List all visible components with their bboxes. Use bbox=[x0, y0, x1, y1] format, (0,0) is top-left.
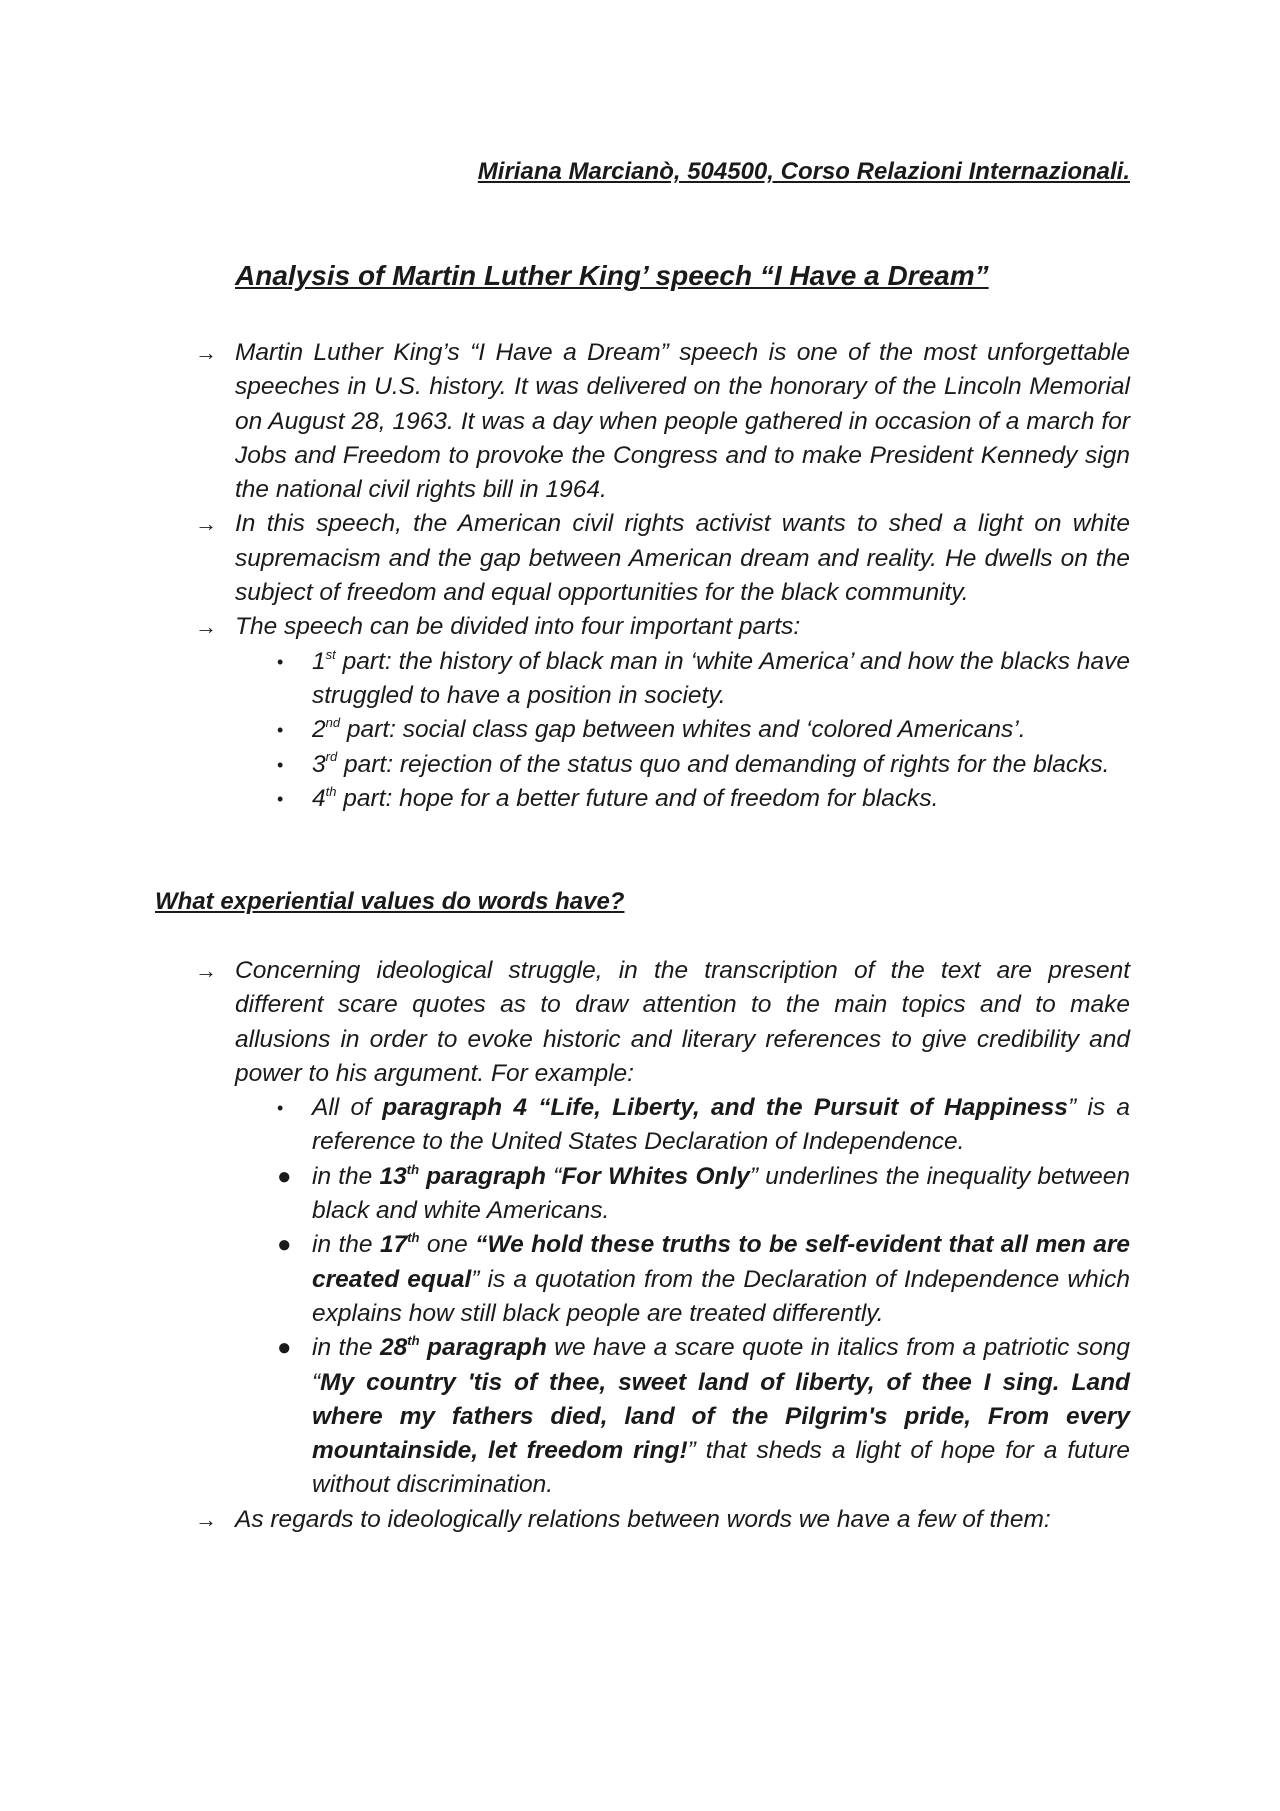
paragraph-text: The speech can be divided into four important parts: bbox=[235, 613, 801, 641]
sub-list-item bbox=[195, 748, 1130, 782]
arrow-icon: → bbox=[195, 1506, 217, 1532]
bullet-icon: • bbox=[277, 754, 284, 775]
bullet-icon: • bbox=[277, 651, 284, 672]
list-item bbox=[195, 336, 1130, 507]
example-text: All of paragraph 4 “Life, Liberty, and the Pursuit of Happiness” is a reference to the United States Declaration of Independence. bbox=[312, 1094, 1130, 1156]
sub-list-item bbox=[195, 1160, 1130, 1229]
bullet-icon: • bbox=[277, 788, 284, 809]
bullet-icon: • bbox=[277, 1098, 284, 1119]
paragraph-text: Concerning ideological struggle, in the transcription of the text are present different scare quotes as to draw attention to the main topics and to make allusions in order to evoke historic and literary references to give credibility and power to his argument. For example: bbox=[235, 957, 1130, 1087]
example-text: in the 28th paragraph we have a scare quote in italics from a patriotic song “My country 'tis of thee, sweet land of liberty, of thee I sing. Land where my fathers died, land of the Pilgrim's pride, From every mountainside, let freedom ring!” that sheds a light of hope for a future without discrimination. bbox=[312, 1333, 1130, 1499]
part-text: 4th part: hope for a better future and of freedom for blacks. bbox=[312, 783, 939, 812]
part-text: 2nd part: social class gap between whites and ‘colored Americans’. bbox=[312, 715, 1026, 744]
sub-list-item bbox=[195, 1228, 1130, 1331]
arrow-icon: → bbox=[195, 511, 217, 537]
sub-list-item bbox=[195, 645, 1130, 714]
arrow-icon: → bbox=[195, 958, 217, 983]
part-text: 3rd part: rejection of the status quo and demanding of rights for the blacks. bbox=[312, 749, 1110, 778]
example-text: in the 17th one “We hold these truths to be self-evident that all men are created equal” is a quotation from the Declaration of Independence which explains how still black people are treated differently. bbox=[312, 1230, 1131, 1327]
section-heading: What experiential values do words have? bbox=[155, 888, 625, 915]
paragraph-text: In this speech, the American civil rights activist wants to shed a light on white supremacism and the gap between American dream and reality. He dwells on the subject of freedom and equal opportunities for the black community. bbox=[235, 510, 1130, 607]
list-item bbox=[195, 610, 1130, 816]
paragraph-text: As regards to ideologically relations between words we have a few of them: bbox=[235, 1505, 1051, 1533]
sub-list-item bbox=[195, 1331, 1130, 1502]
sub-list-item bbox=[195, 713, 1130, 747]
arrow-icon: → bbox=[195, 614, 217, 640]
arrow-icon: → bbox=[195, 340, 217, 365]
list-item bbox=[195, 954, 1130, 1503]
paragraph-text: Martin Luther King’s “I Have a Dream” speech is one of the most unforgettable speeches in U.S. history. It was delivered on the honorary of the Lincoln Memorial on August 28, 1963. It was a day when people gathered in occasion of a march for Jobs and Freedom to provoke the Congress and to make President Kennedy sign the national civil rights bill in 1964. bbox=[235, 339, 1130, 504]
sub-list-item bbox=[195, 1091, 1130, 1160]
experiential-values-section bbox=[195, 954, 1130, 1537]
list-item bbox=[195, 507, 1130, 610]
author-line: Miriana Marcianò, 504500, Corso Relazioni Internazionali. bbox=[477, 158, 1130, 185]
bullet-icon: • bbox=[277, 720, 284, 741]
example-text: in the 13th paragraph “For Whites Only” underlines the inequality between black and white Americans. bbox=[312, 1161, 1130, 1225]
bullet-icon: ● bbox=[277, 1162, 292, 1190]
sub-list-item bbox=[195, 782, 1130, 816]
bullet-icon: ● bbox=[277, 1231, 292, 1259]
intro-section bbox=[195, 336, 1130, 816]
list-item bbox=[195, 1503, 1130, 1537]
document-title: Analysis of Martin Luther King’ speech “I Have a Dream” bbox=[235, 260, 989, 291]
part-text: 1st part: the history of black man in ‘white America’ and how the blacks have struggled to have a position in society. bbox=[312, 646, 1130, 709]
bullet-icon: ● bbox=[277, 1334, 292, 1362]
